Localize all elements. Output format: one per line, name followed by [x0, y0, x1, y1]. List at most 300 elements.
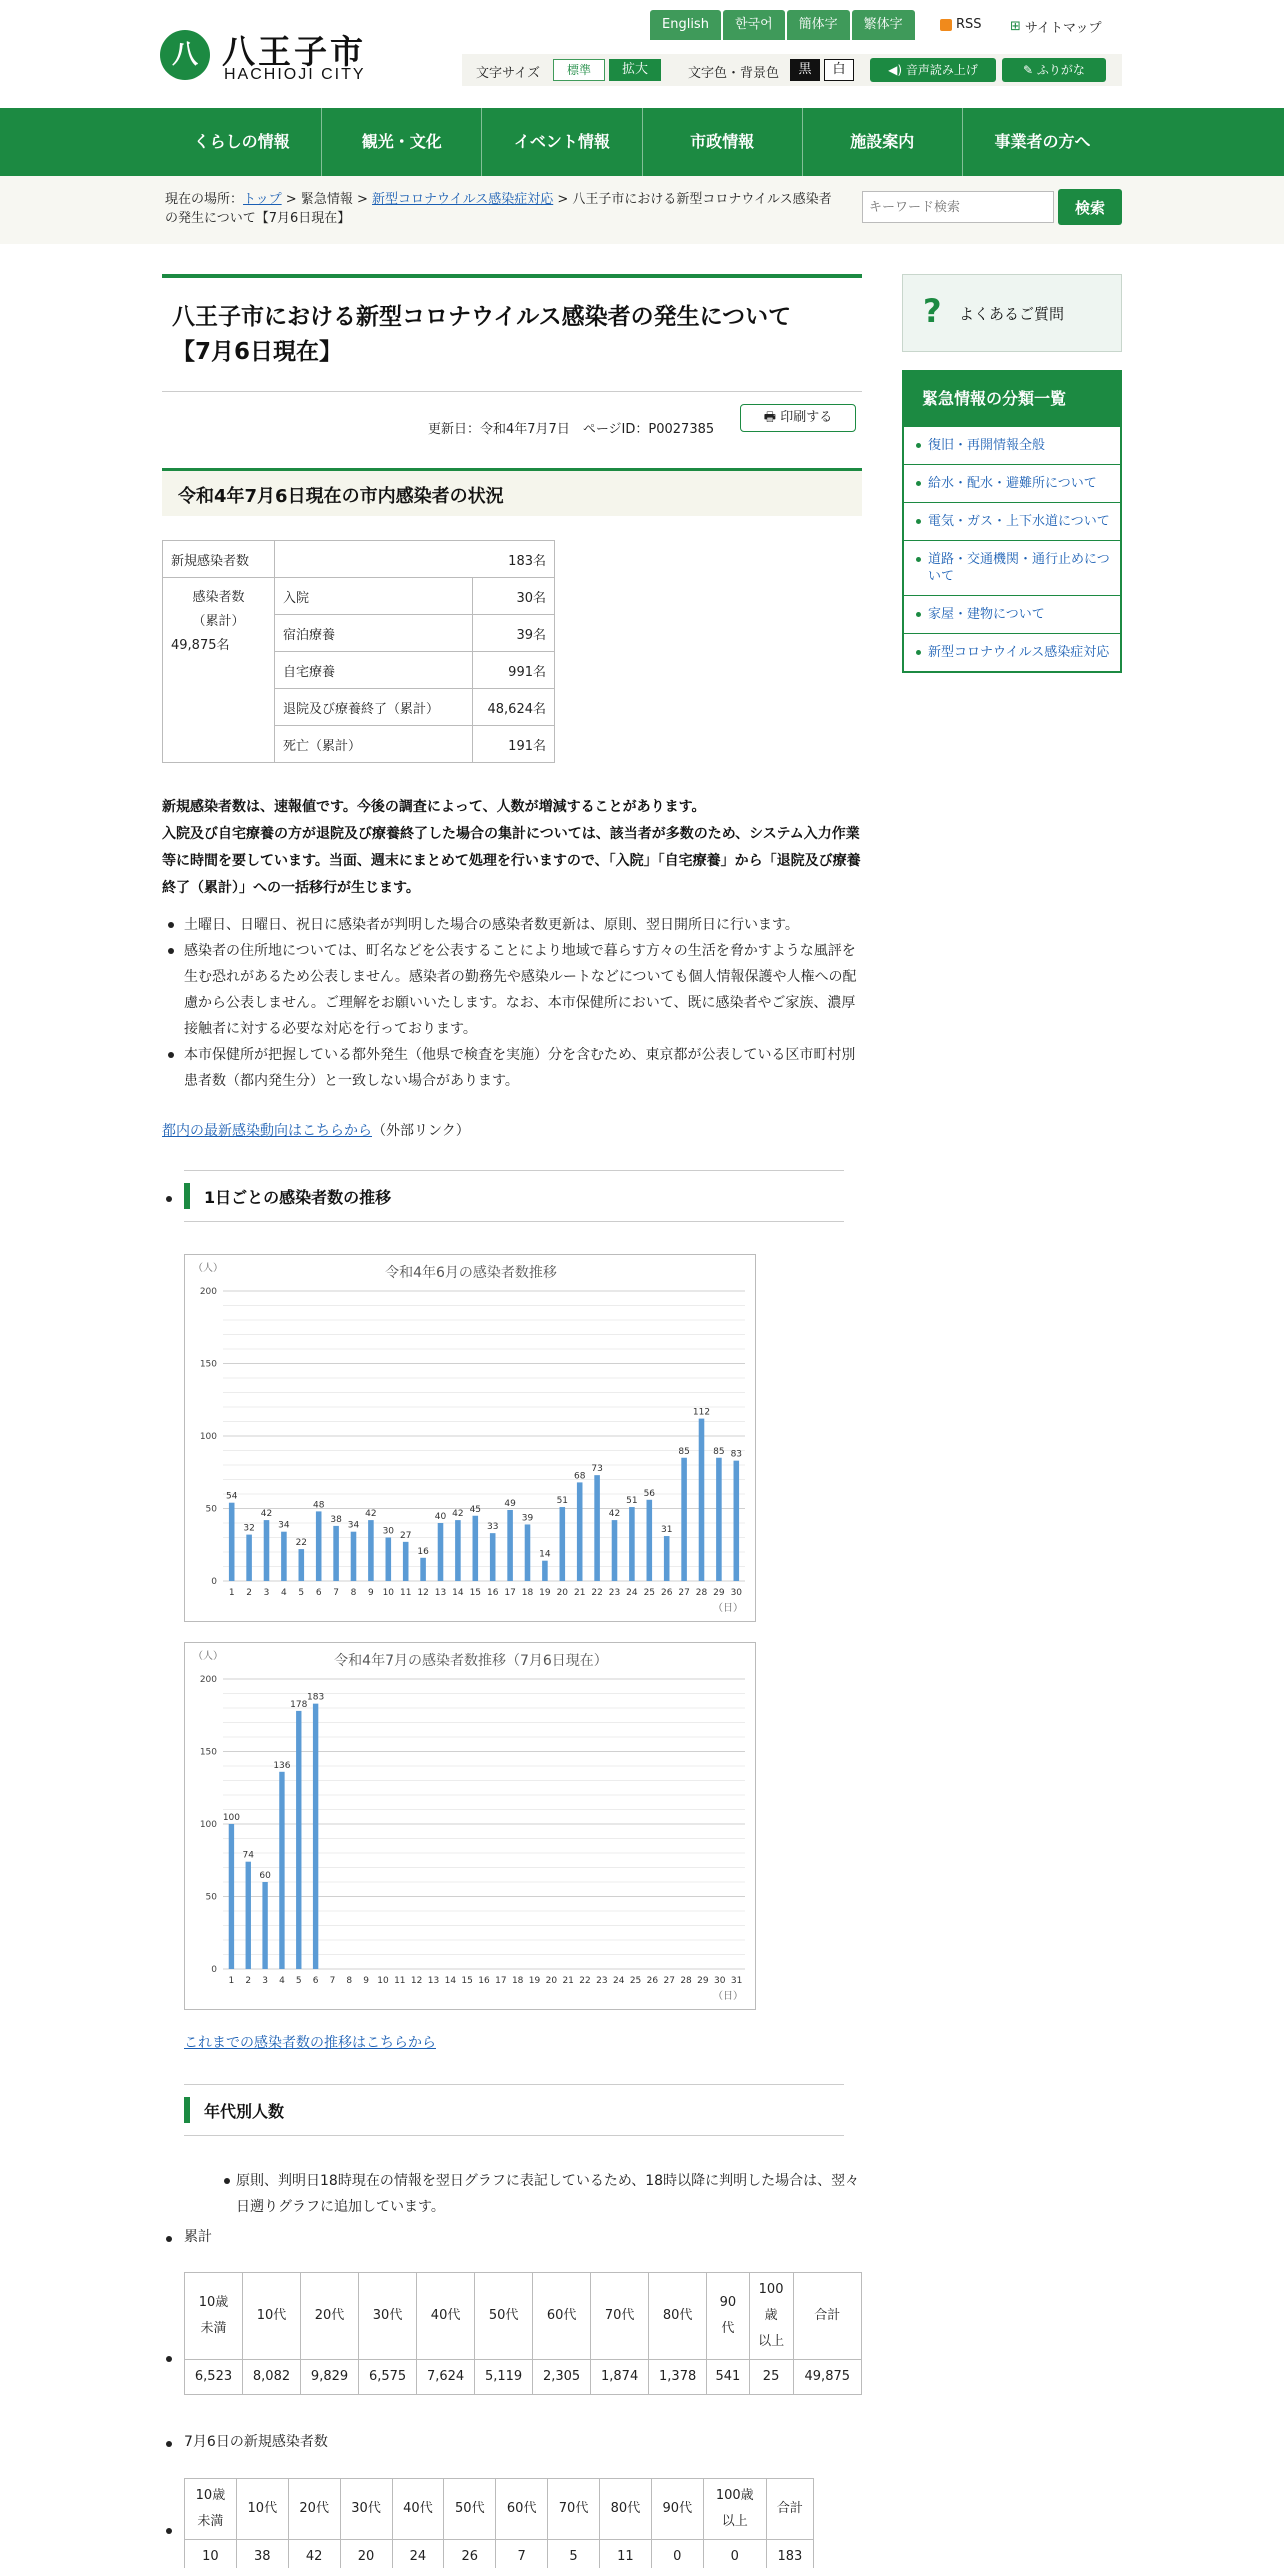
- data-label: 73: [591, 1464, 603, 1475]
- bar: [699, 1419, 705, 1581]
- x-tick-label: 7: [333, 1588, 339, 1598]
- print-label: 印刷する: [780, 410, 833, 425]
- bar: [246, 1862, 251, 1969]
- status-row-value: 48,624名: [473, 689, 555, 726]
- y-tick-label: 150: [199, 1747, 217, 1758]
- x-tick-label: 5: [295, 1976, 302, 1986]
- bar: [629, 1507, 635, 1581]
- bar: [664, 1536, 670, 1581]
- sitemap-icon: ⊞: [1010, 19, 1021, 34]
- lang-english[interactable]: English: [650, 10, 721, 40]
- x-tick-label: 9: [368, 1588, 374, 1598]
- bar: [542, 1561, 548, 1581]
- status-row-value: 991名: [473, 652, 555, 689]
- category-item[interactable]: 道路・交通機関・通行止めについて: [904, 540, 1120, 595]
- font-size-standard-button[interactable]: 標準: [553, 59, 605, 81]
- x-tick-label: 10: [382, 1588, 395, 1598]
- data-label: 60: [259, 1871, 271, 1881]
- x-tick-label: 21: [562, 1976, 574, 1986]
- chart-title: 令和4年7月の感染者数推移（7月6日現在）: [334, 1653, 608, 1669]
- x-tick-label: 3: [263, 1588, 270, 1598]
- font-size-large-button[interactable]: 拡大: [609, 59, 661, 81]
- data-label: 74: [242, 1850, 254, 1861]
- bar: [438, 1523, 444, 1581]
- category-item[interactable]: 電気・ガス・上下水道について: [904, 502, 1120, 540]
- breadcrumb: [165, 190, 837, 228]
- bar: [296, 1711, 301, 1969]
- bar: [229, 1503, 235, 1581]
- data-label: 51: [556, 1496, 569, 1507]
- data-label: 42: [260, 1509, 273, 1520]
- age-value-cell: 49,875: [793, 2360, 861, 2395]
- x-tick-label: 25: [643, 1588, 656, 1598]
- color-white-button[interactable]: 白: [824, 59, 854, 81]
- x-tick-label: 9: [363, 1976, 369, 1986]
- breadcrumb-emergency: 緊急情報: [300, 192, 353, 207]
- age-header-cell: 80代: [600, 2479, 652, 2540]
- data-label: 33: [486, 1522, 499, 1533]
- heading-bar: [184, 2097, 190, 2123]
- bar: [386, 1538, 392, 1582]
- pencil-icon: ✎: [1023, 63, 1037, 77]
- rss-link[interactable]: [940, 17, 982, 32]
- age-value-cell: 42: [288, 2540, 340, 2568]
- age-header-cell: 合計: [766, 2479, 813, 2540]
- list-item: 土曜日、日曜日、祝日に感染者が判明した場合の感染者数更新は、原則、翌日開所日に行います。: [162, 912, 862, 938]
- x-tick-label: 14: [444, 1976, 457, 1986]
- cumulative-label-1: 感染者数: [192, 590, 245, 605]
- x-tick-label: 29: [697, 1976, 709, 1986]
- bar: [577, 1482, 583, 1581]
- data-label: 183: [307, 1692, 325, 1703]
- data-label: 136: [273, 1760, 291, 1771]
- bar: [594, 1475, 600, 1581]
- status-row-value: 30名: [473, 578, 555, 615]
- status-table: [162, 540, 555, 763]
- x-tick-label: 7: [329, 1976, 336, 1986]
- list-item: 本市保健所が把握している都外発生（他県で検査を実施）分を含むため、東京都が公表している区市町村別患者数（都内発生分）と一致しない場合があります。: [162, 1042, 862, 1094]
- breadcrumb-corona[interactable]: 新型コロナウイルス感染症対応: [372, 192, 554, 207]
- data-label: 38: [330, 1514, 342, 1525]
- age-header-cell: 10歳 未満: [185, 2273, 243, 2360]
- important-notes: [162, 794, 862, 902]
- x-tick-label: 4: [281, 1588, 287, 1598]
- data-label: 40: [434, 1512, 447, 1522]
- age-header-cell: 70代: [548, 2479, 600, 2540]
- age-header-cell: 20代: [301, 2273, 359, 2360]
- y-tick-label: 100: [199, 1432, 217, 1442]
- external-link-suffix: （外部リンク）: [372, 1123, 470, 1139]
- x-tick-label: 11: [399, 1588, 412, 1598]
- note-1: 新規感染者数は、速報値です。今後の調査によって、人数が増減することがあります。: [162, 799, 706, 815]
- search-button[interactable]: 検索: [1058, 189, 1122, 225]
- new-cases-value: 183名: [275, 541, 555, 578]
- read-aloud-button[interactable]: [870, 58, 996, 82]
- x-tick-label: 15: [469, 1588, 482, 1598]
- july-chart: [184, 1642, 756, 2010]
- list-item: 感染者の住所地については、町名などを公表することにより地域で暮らす方々の生活を脅かすような風評を生む恐れがあるため公表しません。感染者の勤務先や感染ルートなどについても個人情報保護や人権への配慮から公表しません。ご理解をお願いいたします。なお、本市保健所において、既に感染者やご家族、濃厚接触者に対する必要な対応を行っております。: [162, 938, 862, 1042]
- data-label: 112: [692, 1407, 711, 1418]
- x-tick-label: 16: [478, 1976, 490, 1986]
- data-label: 30: [382, 1526, 395, 1537]
- status-row-label: 宿泊療養: [275, 615, 473, 652]
- age-value-cell: 20: [340, 2540, 392, 2568]
- age-value-cell: 9,829: [301, 2360, 359, 2395]
- x-tick-label: 21: [573, 1588, 586, 1598]
- x-tick-label: 31: [730, 1976, 743, 1986]
- data-label: 51: [626, 1496, 638, 1507]
- x-tick-label: 28: [680, 1976, 692, 1986]
- bar: [333, 1526, 339, 1581]
- category-item[interactable]: 給水・配水・避難所について: [904, 464, 1120, 502]
- x-tick-label: 22: [579, 1976, 591, 1986]
- status-row-value: 39名: [473, 615, 555, 652]
- color-scheme-label: 文字色・背景色: [688, 66, 780, 81]
- age-header-cell: 60代: [496, 2479, 548, 2540]
- question-icon: ?: [923, 292, 942, 330]
- breadcrumb-prefix: 現在の場所：: [165, 192, 244, 207]
- y-tick-label: 200: [199, 1675, 217, 1685]
- category-item[interactable]: 新型コロナウイルス感染症対応: [904, 633, 1120, 671]
- data-label: 54: [225, 1491, 238, 1502]
- age-value-cell: 38: [236, 2540, 288, 2568]
- status-row-label: 退院及び療養終了（累計）: [275, 689, 473, 726]
- age-value-cell: 6,523: [185, 2360, 243, 2395]
- age-header-cell: 50代: [475, 2273, 533, 2360]
- tokyo-trends-link[interactable]: 都内の最新感染動向はこちらから: [162, 1123, 372, 1139]
- category-item[interactable]: 家屋・建物について: [904, 595, 1120, 633]
- bar: [229, 1824, 234, 1969]
- breadcrumb-bar: [0, 176, 1284, 244]
- daily-section-heading: [184, 1170, 844, 1222]
- x-tick-label: 24: [626, 1588, 638, 1598]
- furigana-button[interactable]: [1002, 58, 1106, 82]
- age-header-cell: 10代: [243, 2273, 301, 2360]
- data-label: 42: [365, 1509, 377, 1520]
- bar: [262, 1882, 267, 1969]
- x-tick-label: 20: [545, 1976, 558, 1986]
- x-tick-label: 8: [346, 1976, 353, 1986]
- chart-title: 令和4年6月の感染者数推移: [385, 1265, 557, 1281]
- nav-facilities[interactable]: 施設案内: [802, 108, 962, 176]
- breadcrumb-current: 八王子市における新型コロナウイルス感染者の発生について【7月6日現在】: [165, 192, 832, 226]
- age-header-cell: 60代: [533, 2273, 591, 2360]
- x-tick-label: 29: [713, 1588, 725, 1598]
- bar: [473, 1516, 479, 1581]
- status-row-value: 191名: [473, 726, 555, 763]
- bar: [507, 1510, 513, 1581]
- age-header-cell: 30代: [359, 2273, 417, 2360]
- x-tick-label: 1: [228, 1976, 235, 1986]
- y-tick-label: 200: [199, 1287, 217, 1297]
- category-heading: 緊急情報の分類一覧: [904, 372, 1120, 426]
- x-tick-label: 26: [646, 1976, 659, 1986]
- notice-list: [162, 912, 862, 1094]
- data-label: 83: [730, 1449, 743, 1460]
- city-emblem-icon: 八: [160, 30, 210, 80]
- sitemap-link[interactable]: [1010, 17, 1101, 36]
- age-value-cell: 5: [548, 2540, 600, 2568]
- nav-city-admin[interactable]: 市政情報: [642, 108, 802, 176]
- x-tick-label: 1: [228, 1588, 235, 1598]
- faq-label: よくあるご質問: [959, 305, 1065, 323]
- bar: [351, 1532, 357, 1581]
- x-tick-label: 10: [377, 1976, 389, 1986]
- bullet-dot: [166, 1196, 172, 1202]
- note-2: 入院及び自宅療養の方が退院及び療養終了した場合の集計については、該当者が多数のため、システム入力作業等に時間を要しています。当面、週末にまとめて処理を行いますので、「入院」「自宅療養」から「退院及び療養終了（累計）」への一括移行が生じます。: [162, 826, 861, 896]
- logo-subtitle: HACHIOJI CITY: [224, 66, 366, 83]
- sitemap-label: サイトマップ: [1024, 21, 1102, 36]
- x-tick-label: 26: [660, 1588, 673, 1598]
- x-tick-label: 14: [452, 1588, 464, 1598]
- status-row-label: 死亡（累計）: [275, 726, 473, 763]
- data-label: 85: [713, 1446, 725, 1457]
- bar: [455, 1520, 461, 1581]
- x-tick-label: 13: [427, 1976, 440, 1986]
- age-header-cell: 40代: [417, 2273, 475, 2360]
- x-tick-label: 4: [279, 1976, 285, 1986]
- cumulative-label-2: （累計）: [192, 614, 245, 629]
- age-value-cell: 5,119: [475, 2360, 533, 2395]
- category-item[interactable]: 復旧・再開情報全般: [904, 426, 1120, 464]
- age-header-cell: 100 歳 以上: [749, 2273, 793, 2360]
- age-header-cell: 90代: [651, 2479, 703, 2540]
- x-axis-label: （日）: [713, 1991, 743, 2002]
- bar: [420, 1558, 426, 1581]
- cumulative-section-label: 累計: [184, 2229, 212, 2245]
- bar: [490, 1533, 496, 1581]
- y-tick-label: 50: [205, 1504, 217, 1515]
- bar: [612, 1520, 618, 1581]
- heading-bar: [184, 1183, 190, 1209]
- bar: [246, 1535, 252, 1581]
- rss-label: RSS: [956, 17, 982, 32]
- x-tick-label: 8: [350, 1588, 357, 1598]
- color-black-button[interactable]: 黒: [790, 59, 820, 81]
- site-logo[interactable]: [160, 28, 390, 84]
- data-label: 49: [504, 1498, 516, 1509]
- bar: [403, 1542, 409, 1581]
- breadcrumb-sep: >: [352, 192, 372, 207]
- data-label: 39: [521, 1513, 534, 1524]
- bar: [681, 1458, 687, 1581]
- site-header: [0, 0, 1284, 108]
- daily-section-title: 1日ごとの感染者数の推移: [204, 1188, 392, 1207]
- font-size-label: 文字サイズ: [476, 66, 540, 81]
- rss-icon: [940, 19, 952, 31]
- x-tick-label: 27: [678, 1588, 690, 1598]
- june-chart-svg: [185, 1255, 757, 1623]
- age-value-cell: 10: [185, 2540, 237, 2568]
- age-table-cumulative: [184, 2272, 862, 2395]
- read-aloud-label: 音声読み上げ: [905, 63, 978, 77]
- age-value-cell: 0: [703, 2540, 766, 2568]
- data-label: 16: [417, 1546, 429, 1557]
- faq-box[interactable]: [902, 274, 1122, 352]
- x-tick-label: 2: [246, 1588, 252, 1598]
- cumulative-label: [163, 578, 275, 763]
- age-section-heading: [184, 2084, 844, 2136]
- data-label: 56: [643, 1488, 656, 1499]
- x-tick-label: 2: [245, 1976, 252, 1986]
- data-label: 34: [347, 1520, 360, 1531]
- x-tick-label: 18: [521, 1588, 534, 1598]
- status-row-label: 自宅療養: [275, 652, 473, 689]
- x-tick-label: 22: [591, 1588, 603, 1598]
- global-nav: [0, 108, 1284, 176]
- speaker-icon: ◀): [888, 63, 906, 77]
- x-tick-label: 15: [461, 1976, 473, 1986]
- bullet-dot: [166, 2356, 172, 2362]
- page-title-line1: 八王子市における新型コロナウイルス感染者の発生について: [172, 304, 792, 330]
- age-header-cell: 70代: [591, 2273, 649, 2360]
- age-value-cell: 1,874: [591, 2360, 649, 2395]
- data-label: 42: [452, 1509, 464, 1520]
- emergency-category-menu: [902, 370, 1122, 673]
- age-header-cell: 50代: [444, 2479, 496, 2540]
- bullet-dot: [166, 2441, 172, 2447]
- age-value-cell: 25: [749, 2360, 793, 2395]
- lang-traditional-chinese[interactable]: 繁体字: [852, 10, 915, 40]
- furigana-label: ふりがな: [1036, 63, 1085, 77]
- x-tick-label: 19: [539, 1588, 551, 1598]
- bar: [734, 1461, 740, 1581]
- age-value-cell: 7,624: [417, 2360, 475, 2395]
- y-tick-label: 50: [205, 1892, 217, 1903]
- nav-business[interactable]: 事業者の方へ: [962, 108, 1122, 176]
- page-title-line2: 【7月6日現在】: [172, 339, 343, 365]
- june-chart: [184, 1254, 756, 1622]
- age-header-cell: 合計: [793, 2273, 861, 2360]
- data-label: 31: [660, 1525, 673, 1536]
- july-chart-svg: [185, 1643, 757, 2011]
- x-tick-label: 16: [486, 1588, 499, 1598]
- x-tick-label: 11: [394, 1976, 406, 1986]
- bar: [560, 1507, 566, 1581]
- age-header-cell: 10歳 未満: [185, 2479, 237, 2540]
- x-tick-label: 6: [315, 1588, 322, 1598]
- data-label: 27: [399, 1530, 412, 1541]
- age-header-cell: 10代: [236, 2479, 288, 2540]
- x-tick-label: 12: [410, 1976, 423, 1986]
- search-input[interactable]: [862, 191, 1054, 223]
- cumulative-total: 49,875名: [171, 638, 230, 653]
- bar: [716, 1458, 722, 1581]
- new-today-label: 7月6日の新規感染者数: [184, 2434, 328, 2450]
- x-tick-label: 5: [298, 1588, 305, 1598]
- history-link[interactable]: これまでの感染者数の推移はこちらから: [184, 2035, 436, 2051]
- x-tick-label: 13: [434, 1588, 447, 1598]
- bar: [316, 1511, 322, 1581]
- bar: [368, 1520, 374, 1581]
- y-tick-label: 0: [211, 1965, 217, 1975]
- age-value-cell: 11: [600, 2540, 652, 2568]
- x-tick-label: 3: [262, 1976, 268, 1986]
- print-button[interactable]: [740, 404, 856, 432]
- age-value-cell: 2,305: [533, 2360, 591, 2395]
- age-header-cell: 100歳 以上: [703, 2479, 766, 2540]
- nav-tourism[interactable]: 観光・文化: [321, 108, 481, 176]
- language-switcher: [650, 10, 915, 40]
- data-label: 14: [539, 1549, 551, 1560]
- age-value-cell: 183: [766, 2540, 813, 2568]
- x-tick-label: 30: [730, 1588, 743, 1598]
- y-tick-label: 0: [211, 1577, 217, 1587]
- bullet-dot: [166, 2236, 172, 2242]
- age-value-cell: 541: [707, 2360, 749, 2395]
- bar: [647, 1500, 653, 1581]
- bar: [264, 1520, 270, 1581]
- data-label: 85: [678, 1446, 690, 1457]
- x-tick-label: 12: [417, 1588, 429, 1598]
- data-label: 178: [290, 1699, 308, 1710]
- x-tick-label: 28: [695, 1588, 708, 1598]
- lang-korean[interactable]: 한국어: [723, 10, 785, 40]
- y-axis-label: （人）: [193, 1651, 223, 1662]
- data-label: 45: [469, 1504, 482, 1515]
- status-heading: 令和4年7月6日現在の市内感染者の状況: [162, 468, 862, 516]
- page-meta: 更新日：令和4年7月7日 ページID：P0027385: [428, 422, 715, 437]
- y-tick-label: 150: [199, 1359, 217, 1370]
- x-tick-label: 27: [663, 1976, 675, 1986]
- age-header-cell: 30代: [340, 2479, 392, 2540]
- y-axis-label: （人）: [193, 1263, 223, 1274]
- x-tick-label: 6: [312, 1976, 319, 1986]
- data-label: 100: [222, 1813, 241, 1823]
- age-header-cell: 80代: [649, 2273, 707, 2360]
- bar: [313, 1704, 318, 1969]
- nav-events[interactable]: イベント情報: [481, 108, 641, 176]
- logo-name: 八王子市: [222, 32, 366, 71]
- age-value-cell: 6,575: [359, 2360, 417, 2395]
- y-tick-label: 100: [199, 1820, 217, 1830]
- age-table-new: [184, 2478, 814, 2568]
- data-label: 42: [608, 1509, 621, 1520]
- lang-simplified-chinese[interactable]: 簡体字: [787, 10, 850, 40]
- printer-icon: 🖶: [763, 410, 781, 425]
- nav-living[interactable]: くらしの情報: [193, 132, 290, 151]
- bar: [299, 1549, 305, 1581]
- age-value-cell: 7: [496, 2540, 548, 2568]
- accessibility-toolbar: [462, 54, 1122, 86]
- age-value-cell: 1,378: [649, 2360, 707, 2395]
- data-label: 22: [295, 1538, 308, 1549]
- external-link-row: [162, 1120, 470, 1140]
- x-tick-label: 24: [612, 1976, 625, 1986]
- age-section-title: 年代別人数: [204, 2102, 285, 2121]
- data-label: 34: [278, 1520, 290, 1531]
- age-value-cell: 0: [651, 2540, 703, 2568]
- x-tick-label: 23: [596, 1976, 608, 1986]
- x-tick-label: 19: [528, 1976, 541, 1986]
- page-title: [162, 274, 862, 392]
- x-tick-label: 20: [556, 1588, 569, 1598]
- bar: [279, 1772, 284, 1969]
- bar: [281, 1532, 287, 1581]
- age-header-cell: 40代: [392, 2479, 444, 2540]
- bullet-dot: [166, 2528, 172, 2534]
- breadcrumb-sep: >: [281, 192, 301, 207]
- x-tick-label: 18: [511, 1976, 524, 1986]
- x-tick-label: 17: [495, 1976, 507, 1986]
- x-axis-label: （日）: [713, 1603, 743, 1614]
- new-cases-label: 新規感染者数: [163, 541, 275, 578]
- breadcrumb-top[interactable]: トップ: [243, 192, 282, 207]
- breadcrumb-sep: >: [553, 192, 573, 207]
- age-header-cell: 90 代: [707, 2273, 749, 2360]
- age-note: 原則、判明日18時現在の情報を翌日グラフに表記しているため、18時以降に判明した場合は、翌々日遡りグラフに追加しています。: [236, 2173, 860, 2215]
- data-label: 32: [243, 1523, 255, 1534]
